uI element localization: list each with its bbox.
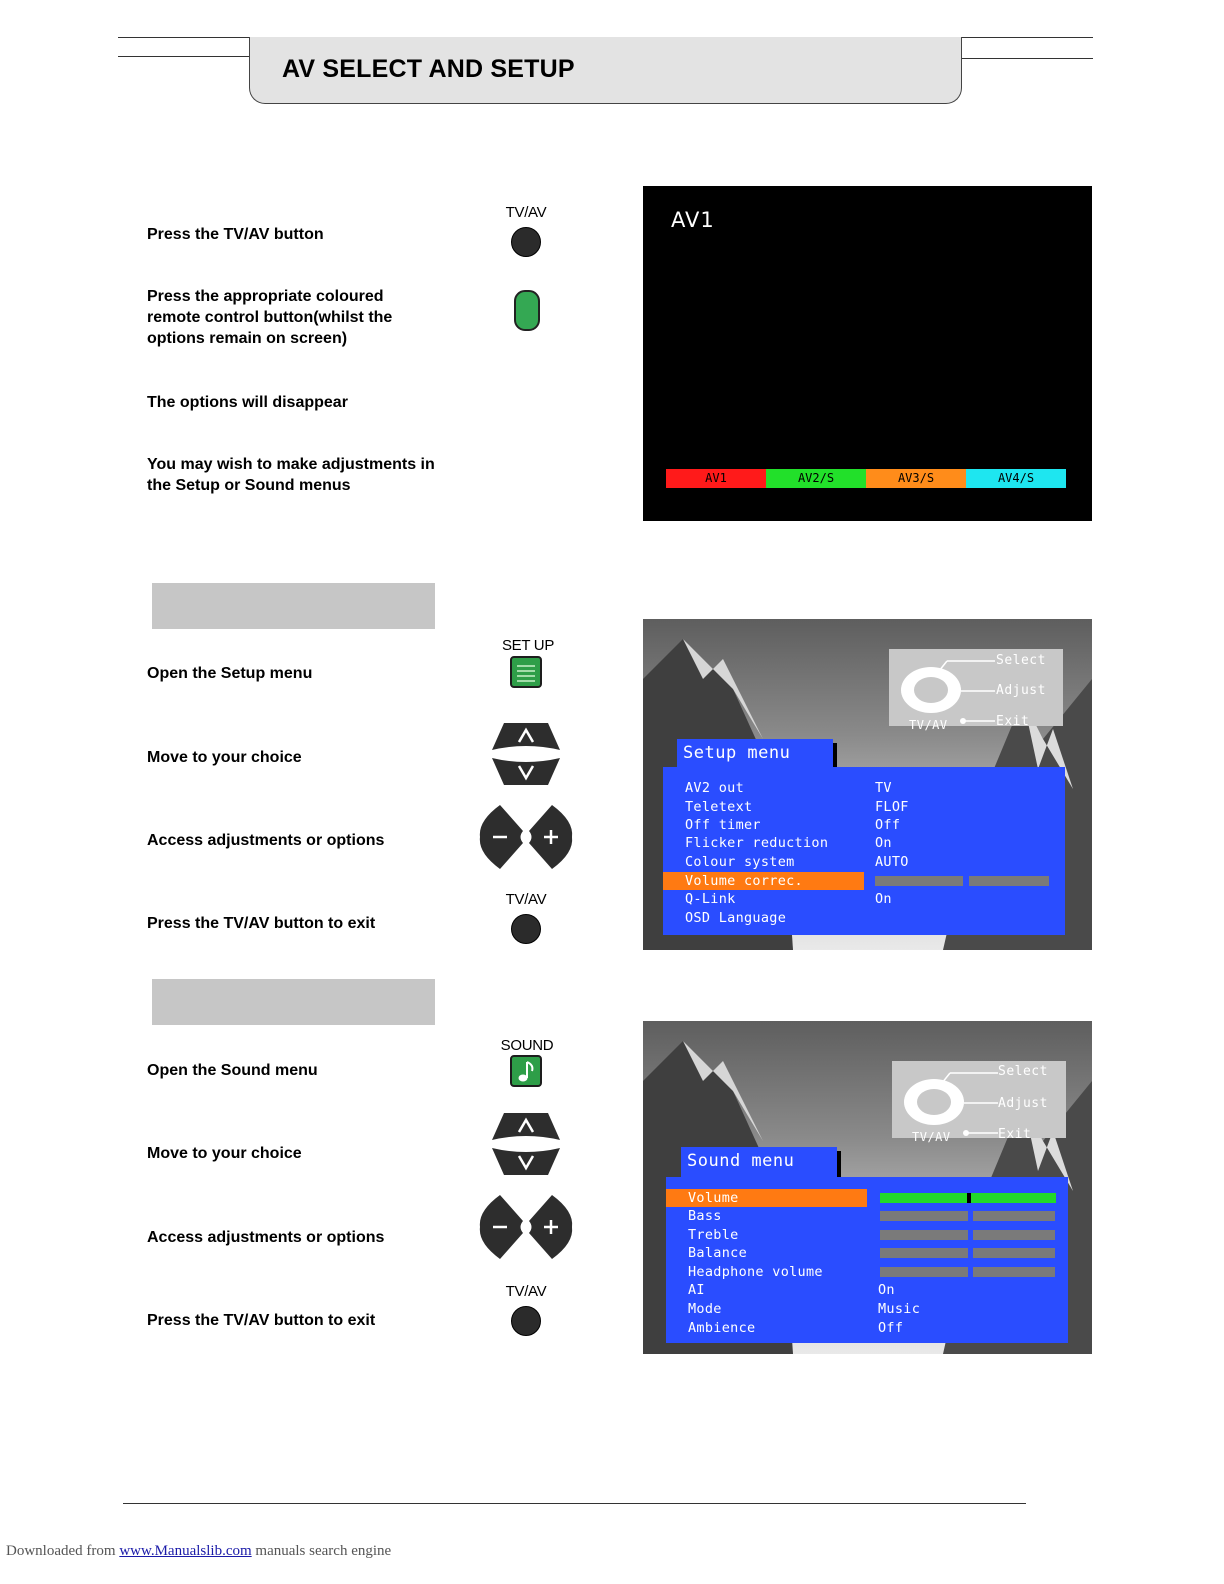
tvav-button-label: TV/AV xyxy=(505,204,547,221)
up-down-buttons-icon xyxy=(490,1110,562,1178)
tvav-exit-label-sound: TV/AV xyxy=(505,1283,547,1300)
manualslib-link[interactable]: www.Manualslib.com xyxy=(119,1543,252,1559)
help-exit-label: Exit xyxy=(998,1127,1032,1142)
row-value: On xyxy=(875,835,892,851)
tvav-exit-label-setup: TV/AV xyxy=(505,891,547,908)
help-select-label: Select xyxy=(998,1064,1048,1079)
option-av1[interactable]: AV1 xyxy=(666,469,766,488)
setup-row-teletext[interactable] xyxy=(663,798,1065,817)
step-open-sound: Open the Sound menu xyxy=(147,1062,318,1079)
sound-row-ambience[interactable] xyxy=(666,1319,1068,1338)
help-adjust-label: Adjust xyxy=(998,1096,1048,1111)
header-rule-right xyxy=(961,58,1093,59)
row-value: On xyxy=(875,891,892,907)
row-value: TV xyxy=(875,780,892,796)
step-exit-setup: Press the TV/AV button to exit xyxy=(147,915,376,932)
row-label: Ambience xyxy=(688,1320,756,1336)
tvav-exit-button-sound xyxy=(511,1306,541,1336)
av-screen xyxy=(643,186,1092,521)
sound-screen xyxy=(643,1021,1092,1354)
level-bar-right xyxy=(973,1211,1055,1221)
row-label: AI xyxy=(688,1282,705,1298)
footer-suffix: manuals search engine xyxy=(255,1543,392,1559)
step-press-coloured: Press the appropriate coloured remote control button(whilst the options remain on screen) xyxy=(147,288,393,347)
level-bar-right xyxy=(969,876,1049,886)
header-rule-left xyxy=(118,56,249,57)
level-bar-left xyxy=(880,1248,968,1258)
help-select-label: Select xyxy=(996,653,1046,668)
row-label: Mode xyxy=(688,1301,722,1317)
setup-help-box xyxy=(889,649,1063,732)
row-label: Volume correc. xyxy=(685,873,803,889)
setup-row-av2-out[interactable] xyxy=(663,779,1065,798)
sound-row-volume[interactable] xyxy=(666,1189,1068,1208)
tvav-button-icon xyxy=(511,227,541,257)
sound-row-balance[interactable] xyxy=(666,1244,1068,1263)
row-value: FLOF xyxy=(875,799,909,815)
green-pill-button-icon xyxy=(514,290,540,331)
row-label: Q-Link xyxy=(685,891,736,907)
setup-row-colour-system[interactable] xyxy=(663,853,1065,872)
sound-row-treble[interactable] xyxy=(666,1226,1068,1245)
step-access-adjustments-setup: Access adjustments or options xyxy=(147,832,385,849)
setup-button-label: SET UP xyxy=(501,637,555,654)
row-label: Treble xyxy=(688,1227,739,1243)
step-move-choice-setup: Move to your choice xyxy=(147,749,302,766)
row-label: AV2 out xyxy=(685,780,744,796)
row-value: Music xyxy=(878,1301,921,1317)
row-label: OSD Language xyxy=(685,910,787,926)
step-access-adjustments-sound: Access adjustments or options xyxy=(147,1229,385,1246)
help-tvav-label: TV/AV xyxy=(909,718,948,732)
av-options-bar xyxy=(666,469,1066,488)
level-bar-left xyxy=(880,1230,968,1240)
sound-row-headphone-volume[interactable] xyxy=(666,1263,1068,1282)
row-label: Balance xyxy=(688,1245,747,1261)
row-value: On xyxy=(878,1282,895,1298)
setup-menu-panel xyxy=(663,767,1065,935)
setup-screen xyxy=(643,619,1092,950)
row-label: Bass xyxy=(688,1208,722,1224)
minus-plus-buttons-icon xyxy=(478,803,574,871)
row-label: Volume xyxy=(688,1190,739,1206)
row-label: Colour system xyxy=(685,854,795,870)
minus-plus-buttons-icon xyxy=(478,1193,574,1261)
tvav-exit-button-setup xyxy=(511,914,541,944)
setup-lines-icon xyxy=(512,658,540,686)
setup-row-flicker[interactable] xyxy=(663,834,1065,853)
row-label: Headphone volume xyxy=(688,1264,823,1280)
setup-row-osd-language[interactable] xyxy=(663,909,1065,928)
setup-row-volume-correc[interactable] xyxy=(663,872,1065,891)
step-adjustments-hint: You may wish to make adjustments in the Setup or Sound menus xyxy=(147,456,435,494)
row-value: Off xyxy=(878,1320,904,1336)
level-bar-left xyxy=(880,1267,968,1277)
help-tvav-label: TV/AV xyxy=(912,1130,951,1144)
row-value: Off xyxy=(875,817,901,833)
sound-menu-panel xyxy=(666,1177,1068,1343)
up-down-buttons-icon xyxy=(490,720,562,788)
row-label: Teletext xyxy=(685,799,753,815)
title-tab xyxy=(249,37,962,104)
current-source-label: AV1 xyxy=(671,208,715,232)
option-av4s[interactable]: AV4/S xyxy=(966,469,1066,488)
step-exit-sound: Press the TV/AV button to exit xyxy=(147,1312,376,1329)
option-av2s[interactable]: AV2/S xyxy=(766,469,866,488)
help-adjust-label: Adjust xyxy=(996,683,1046,698)
step-options-disappear: The options will disappear xyxy=(147,394,348,411)
row-value: AUTO xyxy=(875,854,909,870)
level-bar-left xyxy=(880,1211,968,1221)
sound-help-box xyxy=(892,1061,1066,1144)
level-bar-right xyxy=(973,1267,1055,1277)
row-label: Flicker reduction xyxy=(685,835,829,851)
step-move-choice-sound: Move to your choice xyxy=(147,1145,302,1162)
sound-section-band xyxy=(152,979,435,1025)
footer-prefix: Downloaded from xyxy=(6,1543,116,1559)
sound-row-mode[interactable] xyxy=(666,1300,1068,1319)
music-note-icon xyxy=(512,1057,540,1085)
sound-menu-button-icon xyxy=(510,1055,542,1087)
level-bar-right xyxy=(973,1230,1055,1240)
sound-button-label: SOUND xyxy=(500,1037,554,1054)
row-label: Off timer xyxy=(685,817,761,833)
level-bar-left xyxy=(875,876,963,886)
volume-level-marker xyxy=(967,1193,971,1203)
footer-download-note xyxy=(6,1543,391,1560)
help-exit-label: Exit xyxy=(996,714,1030,729)
page-title: AV SELECT AND SETUP xyxy=(282,55,575,83)
setup-menu-button-icon xyxy=(510,656,542,688)
footer-rule xyxy=(123,1503,1026,1504)
sound-row-bass[interactable] xyxy=(666,1207,1068,1226)
step-open-setup: Open the Setup menu xyxy=(147,665,313,682)
sound-row-ai[interactable] xyxy=(666,1281,1068,1300)
setup-menu-title: Setup menu xyxy=(677,739,833,769)
sound-menu-title: Sound menu xyxy=(681,1147,837,1177)
setup-row-off-timer[interactable] xyxy=(663,816,1065,835)
option-av3s[interactable]: AV3/S xyxy=(866,469,966,488)
level-bar-right xyxy=(973,1248,1055,1258)
setup-row-q-link[interactable] xyxy=(663,890,1065,909)
setup-section-band xyxy=(152,583,435,629)
step-press-tvav: Press the TV/AV button xyxy=(147,226,324,243)
